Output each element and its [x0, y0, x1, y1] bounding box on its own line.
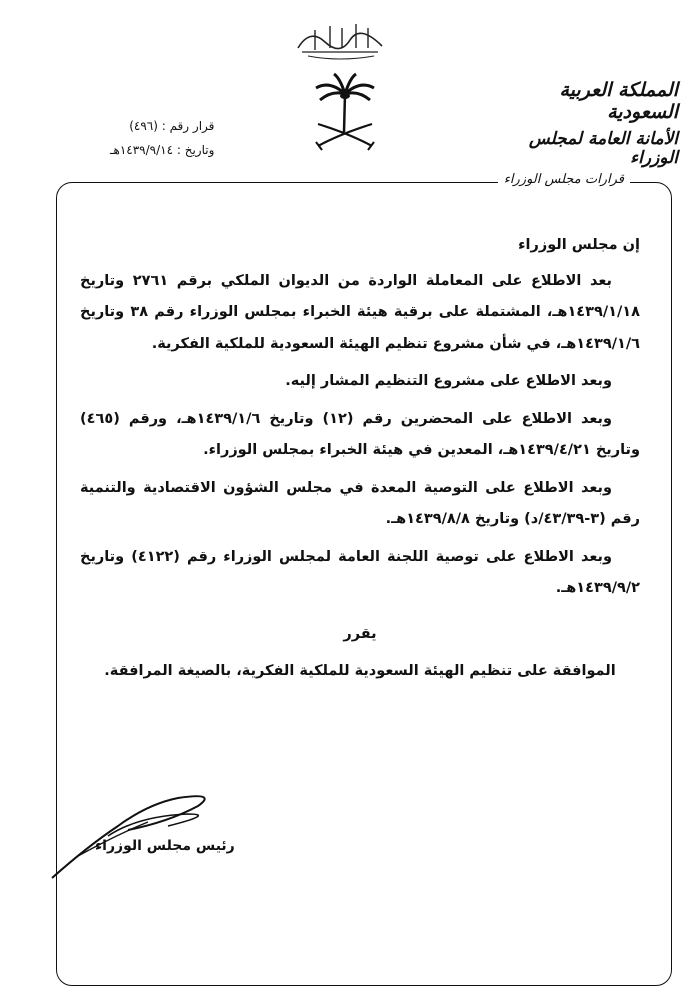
- handwritten-signature: [48, 786, 228, 886]
- signatory-title: رئيس مجلس الوزراء: [95, 838, 235, 854]
- approval-text: الموافقة على تنظيم الهيئة السعودية للملكية الفكرية، بالصيغة المرافقة.: [104, 663, 616, 679]
- intro-line: إن مجلس الوزراء: [518, 237, 640, 253]
- kingdom-name: المملكة العربية السعودية: [559, 79, 678, 123]
- basmala-calligraphy: [290, 18, 390, 60]
- decision-number: قرار رقم : (٤٩٦): [129, 119, 215, 133]
- organization-header: [488, 80, 678, 169]
- secretariat-name: الأمانة العامة لمجلس الوزراء: [528, 128, 678, 169]
- paragraph: وبعد الاطلاع على مشروع التنظيم المشار إليه.: [285, 373, 612, 389]
- decision-date: وتاريخ : ١٤٣٩/٩/١٤هـ: [110, 143, 215, 157]
- paragraph: وبعد الاطلاع على المحضرين رقم (١٢) وتاريخ ١٤٣٩/١/٦هـ، ورقم (٤٦٥) وتاريخ ١٤٣٩/٤/٢١هـ، المعدين في هيئة الخبراء بمجلس الوزراء.: [80, 410, 640, 458]
- decision-body: [80, 230, 640, 688]
- decides-heading: يقرر: [343, 625, 377, 642]
- saudi-emblem-icon: [310, 72, 380, 152]
- paragraph: وبعد الاطلاع على توصية اللجنة العامة لمجلس الوزراء رقم (٤١٢٢) وتاريخ ١٤٣٩/٩/٢هـ.: [80, 548, 640, 596]
- decisions-label: قرارات مجلس الوزراء: [498, 172, 630, 187]
- decision-meta: [110, 114, 214, 162]
- paragraph: بعد الاطلاع على المعاملة الواردة من الديوان الملكي برقم ٢٧٦١ وتاريخ ١٤٣٩/١/١٨هـ، المشتملة على برقية هيئة الخبراء بمجلس الوزراء رقم ٣٨ وتاريخ ١٤٣٩/١/٦هـ، في شأن مشروع تنظيم الهيئة السعودية للملكية الفكرية.: [80, 272, 640, 352]
- paragraph: وبعد الاطلاع على التوصية المعدة في مجلس الشؤون الاقتصادية والتنمية رقم (٣-٤٣/٣٩/د) وتاريخ ١٤٣٩/٨/٨هـ.: [80, 479, 640, 527]
